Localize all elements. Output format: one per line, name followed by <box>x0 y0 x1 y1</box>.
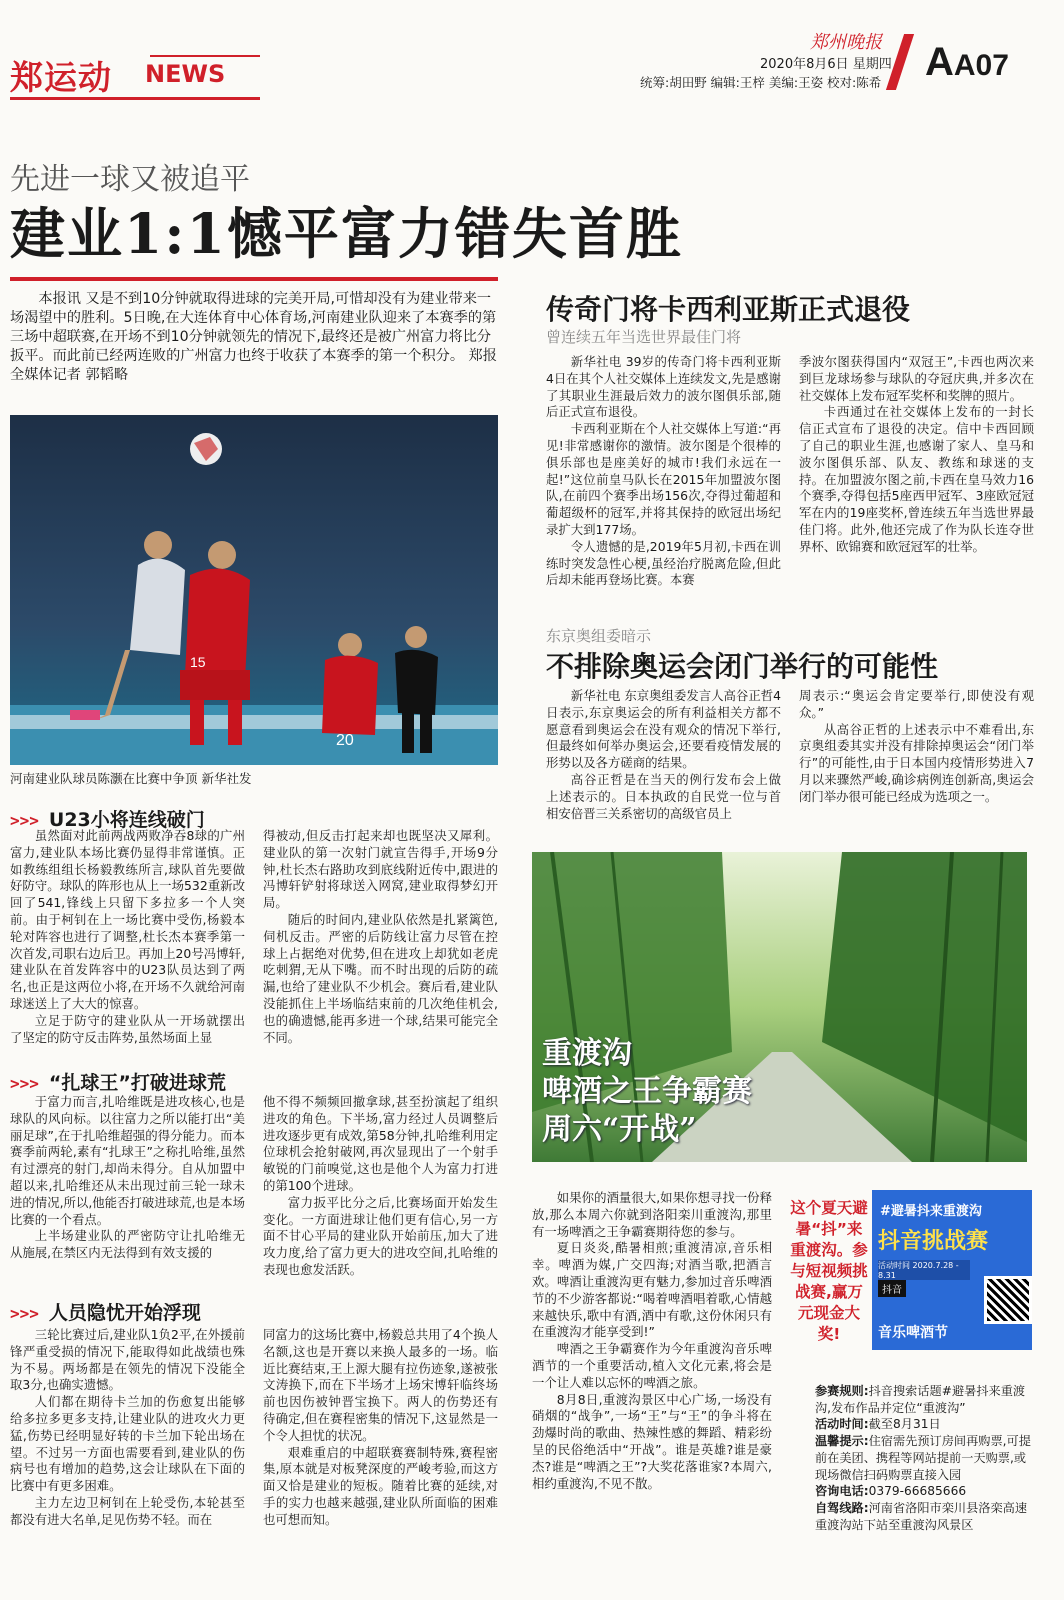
match-photo-illustration <box>10 415 498 765</box>
article-casillas-col2: 季波尔图获得国内“双冠王”,卡西也两次来到巨龙球场参与球队的夺冠庆典,并多次在社交媒体上发布冠军奖杯和奖牌的照片。 卡西通过在社交媒体上发布的一封长信正式宣布了退役的决定。信中卡西回顾了自己的职业生涯,也感谢了家人、皇马和波尔图俱乐部、队友、教练和球迷的支持。在加盟波尔图之前,卡西在皇马效力16个赛季,夺得包括5座西甲冠军、3座欧冠冠军在内的19座奖杯,曾连续五年当选世界最佳门将。此外,他还完成了作为队长连夺世界杯、欧锦赛和欧冠冠军的壮举。 <box>799 354 1034 554</box>
article-casillas-title: 传奇门将卡西利亚斯正式退役 <box>546 293 911 326</box>
subhead-zahavi: >>> “扎球王”打破进球荒 <box>10 1072 226 1094</box>
article-olympics-title: 不排除奥运会闭门举行的可能性 <box>546 650 939 683</box>
masthead-rule-top <box>150 55 260 57</box>
section3-col1: 三轮比赛过后,建业队1负2平,在外援前锋严重受损的情况下,能取得如此战绩也殊为不易。两场都是在领先的情况下没能全取3分,也确实遗憾。 人们都在期待卡兰加的伤愈复出能够给多拉多更多支持,让建业队的进攻火力更猛,伤势已经明显好转的卡兰加下轮出场在望。不过另一方面也需要看到,建业队的伤病号也有增加的趋势,这会让球队在下面的比赛中有更多困难。 主力左边卫柯钊在上轮受伤,本轮甚至都没有进大名单,足见伤势不轻。而在 <box>10 1327 245 1527</box>
headline-rule <box>10 277 498 281</box>
arrow-icon: >>> <box>10 1074 39 1093</box>
section2-col2: 他不得不频频回撤拿球,甚至扮演起了组织进攻的角色。下半场,富力经过人员调整后进攻逐步更有成效,第58分钟,扎哈维利用定位球机会抢射破网,再次显现出了一个射手敏锐的门前嗅觉,这也是他个人为富力打进的第100个进球。 富力扳平比分之后,比赛场面开始发生变化。一方面进球让他们更有信心,另一方面不甘心平局的建业队开始前压,加大了进攻力度,给了富力更大的进攻空间,扎哈维的表现也愈发活跃。 <box>263 1094 498 1277</box>
event-info: 参赛规则:抖音搜索话题#避暑抖来重渡沟,发布作品并定位“重渡沟” 活动时间:截至8月31日 温馨提示:住宿需先预订房间再购票,可提前在美团、携程等网站提前一天购票,或现场微信扫码购票直接入园 咨询电话:0379-66685666 自驾线路:河南省洛阳市栾川县洛栾高速重渡沟站下站至重渡沟风景区 <box>815 1384 1031 1532</box>
page-number: AA07 <box>925 40 1009 84</box>
article-casillas-subtitle: 曾连续五年当选世界最佳门将 <box>546 328 742 346</box>
ad-overlay-title: 重渡沟 啤酒之王争霸赛 周六“开战” <box>542 1036 752 1147</box>
staff-credits: 统筹:胡田野 编辑:王梓 美编:王姿 校对:陈希 <box>640 75 882 90</box>
subhead-injuries: >>> 人员隐忧开始浮现 <box>10 1302 201 1324</box>
jersey-number: 20 <box>336 732 354 749</box>
match-photo <box>10 415 498 765</box>
article-casillas-col1: 新华社电 39岁的传奇门将卡西利亚斯4日在其个人社交媒体上连续发文,先是感谢了其职业生涯最后效力的波尔图俱乐部,随后正式宣布退役。 卡西利亚斯在个人社交媒体上写道:“再见!非常感谢你的激情。波尔图是个很棒的俱乐部也是座美好的城市!我们永远在一起!”这位前皇马队长在2015年加盟波尔图队,在前四个赛季出场156次,夺得过葡超和葡超级杯的冠军,并将其保持的欧冠出场纪录扩大到177场。 令人遗憾的是,2019年5月初,卡西在训练时突发急性心梗,虽经治疗脱离危险,但此后却未能再登场比赛。本赛 <box>546 354 781 588</box>
tiktok-challenge-poster <box>872 1190 1032 1350</box>
arrow-icon: >>> <box>10 1304 39 1323</box>
jersey-number: 15 <box>190 654 206 670</box>
qr-code-icon <box>984 1276 1032 1324</box>
subhead-u23: >>> U23小将连线破门 <box>10 809 205 831</box>
section1-col2: 得被动,但反击打起来却也既坚决又犀利。建业队的第一次射门就宣告得手,开场9分钟,杜长杰右路助攻到底线附近传中,跟进的冯博轩铲射将球送入网窝,建业取得梦幻开局。 随后的时间内,建业队依然是扎紧篱笆,伺机反击。严密的后防线让富力尽管在控球上占据绝对优势,但在进攻上却犹如老虎吃刺猬,无从下嘴。而不时出现的后防的疏漏,也给了建业队不少机会。赛后看,建业队没能抓住上半场临结束前的几次绝佳机会,也的确遗憾,能再多进一个球,结果可能完全不同。 <box>263 828 498 1045</box>
promo-callout: 这个夏天避暑“抖”来重渡沟。参与短视频挑战赛,赢万元现金大奖! <box>790 1199 868 1343</box>
newspaper-logo: 郑州晚报 <box>810 32 882 53</box>
photo-caption: 河南建业队球员陈灏在比赛中争顶 新华社发 <box>10 771 252 786</box>
section2-col1: 于富力而言,扎哈维既是进攻核心,也是球队的风向标。以往富力之所以能打出“美丽足球”,在于扎哈维超强的得分能力。而本赛季前两轮,素有“扎球王”之称扎哈维,虽然有过漂亮的射门,却尚未得分。自从加盟中超以来,扎哈维还从未出现过前三轮一球未进的情况,所以,他能否打破进球荒,也是本场比赛的一个看点。 上半场建业队的严密防守让扎哈维无从施展,在禁区内无法得到有效支援的 <box>10 1094 245 1261</box>
section-title: 郑运动 <box>10 58 112 97</box>
masthead-rule <box>10 97 260 100</box>
headline-kicker: 先进一球又被追平 <box>10 162 250 197</box>
tiktok-icon: 抖音 <box>878 1280 906 1297</box>
poster-dates: 活动时间 2020.7.28 - 8.31 <box>878 1260 970 1280</box>
poster-tag: #避暑抖来重渡沟 <box>880 1204 982 1219</box>
issue-date: 2020年8月6日 星期四 <box>760 57 892 72</box>
article-olympics-col1: 新华社电 东京奥组委发言人高谷正哲4日表示,东京奥运会的所有利益相关方都不愿意看到奥运会在没有观众的情况下举行,但最终如何举办奥运会,还要看疫情发展的形势以及各方磋商的结果。 高谷正哲是在当天的例行发布会上做上述表示的。日本执政的自民党一位与首相安倍晋三关系密切的高级官员上 <box>546 688 781 821</box>
article-olympics-col2: 周表示:“奥运会肯定要举行,即使没有观众。” 从高谷正哲的上述表示中不难看出,东京奥组委其实并没有排除掉奥运会“闭门举行”的可能性,由于日本国内疫情形势进入7月以来骤然严峻,确诊病例连创新高,奥运会闭门举办很可能已经成为选项之一。 <box>799 688 1034 804</box>
section3-col2: 同富力的这场比赛中,杨毅总共用了4个换人名额,这也是开赛以来换人最多的一场。临近比赛结束,王上源大腿有拉伤迹象,遂被张文涛换下,而在下半场才上场宋博轩临终场前也因伤被钟晋宝换下。两人的伤势还有待确定,但在赛程密集的情况下,这显然是一个令人担忧的状况。 艰难重启的中超联赛赛制特殊,赛程密集,原本就是对板凳深度的严峻考验,而这方面又恰是建业的短板。随着比赛的延续,对手的实力也越来越强,建业队所面临的困难也可想而知。 <box>263 1327 498 1527</box>
article-olympics-kicker: 东京奥组委暗示 <box>546 627 652 645</box>
poster-title: 抖音挑战赛 <box>878 1229 989 1254</box>
section-news-label: NEWS <box>145 60 226 88</box>
section1-col1: 虽然面对此前两战两败净吞8球的广州富力,建业队本场比赛仍显得非常谨慎。正如教练组组长杨毅教练所言,球队首先要做好防守。球队的阵形也从上一场532重新改回了541,锋线上只留下多拉多一个人突前。由于柯钊在上一场比赛中受伤,杨毅本轮对阵容也进行了调整,杜长杰本赛季第一次首发,司职右边后卫。再加上20号冯博轩,建业队在首发阵容中的U23队员达到了两名,也正是这两位小将,在开场不久就给河南球迷送上了大大的惊喜。 立足于防守的建业队从一开场就摆出了坚定的防守反击阵势,虽然场面上显 <box>10 828 245 1045</box>
poster-slogan: 音乐啤酒节 <box>878 1325 948 1341</box>
main-headline: 建业1:1憾平富力错失首胜 <box>10 201 683 266</box>
lead-paragraph: 本报讯 又是不到10分钟就取得进球的完美开局,可惜却没有为建业带来一场渴望中的胜利。5日晚,在大连体育中心体育场,河南建业队迎来了本赛季的第三场中超联赛,在开场不到10分钟就领先的情况下,最终还是被广州富力将比分扳平。而此前已经两连败的广州富力也终于收获了本赛季的第一个积分。 郑报全媒体记者 郭韬略 <box>10 291 497 383</box>
arrow-icon: >>> <box>10 811 39 830</box>
ad-body: 如果你的酒量很大,如果你想寻找一份释放,那么本周六你就到洛阳栾川重渡沟,那里有一场啤酒之王争霸赛期待您的参与。 夏日炎炎,酷暑相煎;重渡清凉,音乐相幸。啤酒为媒,广交四海;对酒当歌,把酒言欢。啤酒让重渡沟更有魅力,参加过音乐啤酒节的不少游客都说:“喝着啤酒唱着歌,心情越来越快乐,歌中有酒,酒中有歌,这份休闲只有在重渡沟才能享受到!” 啤酒之王争霸赛作为今年重渡沟音乐啤酒节的一个重要活动,植入文化元素,将会是一个让人难以忘怀的啤酒之旅。 8月8日,重渡沟景区中心广场,一场没有硝烟的“战争”,一场“王”与“王”的争斗将在劲爆时尚的歌曲、热辣性感的舞蹈、精彩纷呈的民俗绝活中“开战”。谁是英雄?谁是豪杰?谁是“啤酒之王”?大奖花落谁家?本周六,相约重渡沟,不见不散。 <box>532 1190 772 1491</box>
